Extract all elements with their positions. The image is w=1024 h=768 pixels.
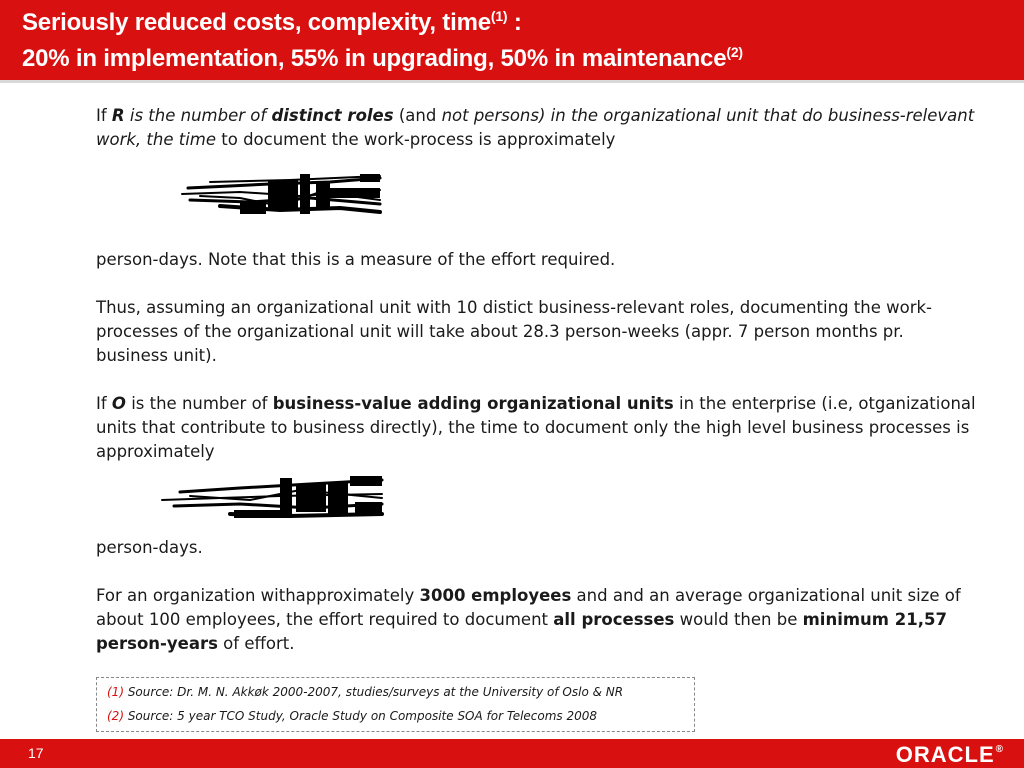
title-line1-suffix: : xyxy=(507,9,522,36)
slide-title-line1 xyxy=(22,8,522,37)
footnote-box xyxy=(96,677,695,732)
p1-text: If xyxy=(96,106,112,125)
p1-text: is the number of xyxy=(124,106,272,125)
page-number: 17 xyxy=(28,745,44,761)
oracle-logo-text: ORACLE xyxy=(895,742,995,767)
p4-variable-o: O xyxy=(111,394,126,413)
p6-text: and and an average organizational unit size of about 100 employees, the effort required to document xyxy=(96,586,961,629)
formula-image-org-units xyxy=(160,474,384,520)
p1-distinct-roles: distinct roles xyxy=(271,106,394,125)
paragraph-person-days-note xyxy=(96,248,976,272)
footnote-1-number: (1) xyxy=(107,685,124,699)
slide-title-line2 xyxy=(22,44,743,73)
p1-text: not persons) in the organizational unit that do business-relevant work, the time xyxy=(96,106,975,149)
footnote-1-text: Source: Dr. M. N. Akkøk 2000-2007, studies/surveys at the University of Oslo & NR xyxy=(124,685,624,699)
footnote-2-number: (2) xyxy=(107,709,124,723)
formula-image-roles xyxy=(180,172,384,218)
p4-text: If xyxy=(96,394,112,413)
paragraph-person-days xyxy=(96,536,976,560)
p1-text: to document the work-process is approximately xyxy=(216,130,616,149)
footnote-1 xyxy=(107,685,623,699)
p4-text: in the enterprise (i.e, otganizational units that contribute to business directly), the time to document only the high level business processes is approximately xyxy=(96,394,976,461)
header-divider xyxy=(0,80,1024,83)
title-line2-text: 20% in implementation, 55% in upgrading, 50% in maintenance xyxy=(22,45,727,72)
p3-text: Thus, assuming an organizational unit with 10 distict business-relevant roles, documenting the work-processes of the organizational unit will take about 28.3 person-weeks (appr. 7 person months pr. business unit). xyxy=(96,298,932,365)
p6-text: would then be xyxy=(674,610,803,629)
p6-text: of effort. xyxy=(217,634,295,653)
p4-business-value-units: business-value adding organizational units xyxy=(272,394,674,413)
slide-header xyxy=(0,0,1024,80)
p6-all-processes: all processes xyxy=(553,610,675,629)
registered-mark: ® xyxy=(995,744,1004,755)
title-line2-footnote-ref: (2) xyxy=(726,44,743,60)
p1-text: (and xyxy=(393,106,442,125)
paragraph-org-units-intro xyxy=(96,392,976,464)
p6-text: For an organization withapproximately xyxy=(96,586,420,605)
title-line1-text: Seriously reduced costs, complexity, time xyxy=(22,9,491,36)
p4-text: is the number of xyxy=(125,394,273,413)
paragraph-example-10-roles xyxy=(96,296,976,368)
paragraph-3000-employees xyxy=(96,584,976,656)
paragraph-roles-intro xyxy=(96,104,976,152)
footnote-2 xyxy=(107,709,597,723)
p6-minimum-effort: minimum 21,57 person-years xyxy=(96,610,947,653)
oracle-logo xyxy=(896,742,1004,768)
title-line1-footnote-ref: (1) xyxy=(490,8,508,24)
slide-footer xyxy=(0,739,1024,768)
p6-3000-employees: 3000 employees xyxy=(419,586,572,605)
p1-variable-r: R xyxy=(111,106,125,125)
p2-text: person-days. Note that this is a measure of the effort required. xyxy=(96,250,616,269)
p5-text: person-days. xyxy=(96,538,203,557)
footnote-2-text: Source: 5 year TCO Study, Oracle Study on Composite SOA for Telecoms 2008 xyxy=(124,709,598,723)
